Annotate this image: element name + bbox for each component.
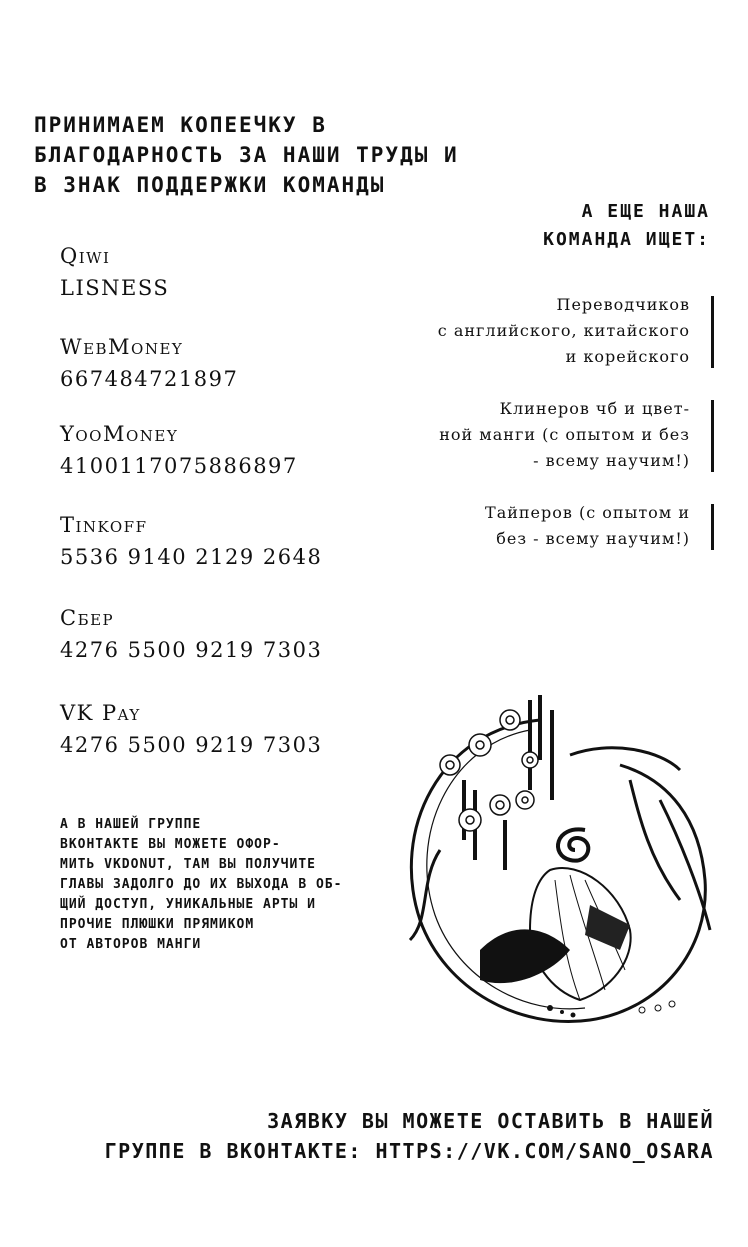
note-line: МИТЬ VKDONUT, ТАМ ВЫ ПОЛУЧИТЕ [60,857,316,872]
payment-value: 4276 5500 9219 7303 [60,638,323,662]
note-line: ПРОЧИЕ ПЛЮШКИ ПРЯМИКОМ [60,917,255,932]
payment-name: VK Pay [60,701,141,725]
payment-name: YooMoney [60,422,179,446]
support-heading [34,110,459,200]
payment-qiwi [60,240,169,304]
roles-list [384,292,714,578]
footer-line: ЗАЯВКУ ВЫ МОЖЕТЕ ОСТАВИТЬ В НАШЕЙ [267,1109,714,1133]
team-title-line: КОМАНДА ИЩЕТ: [543,229,710,250]
note-line: А В НАШЕЙ ГРУППЕ [60,817,202,832]
role-line: с английского, китайского [437,321,690,340]
role-line: - всему научим!) [533,451,690,470]
payment-sber [60,602,322,666]
payment-value: 667484721897 [60,367,239,391]
payment-value: 4100117075886897 [60,454,298,478]
role-line: без - всему научим!) [496,529,690,548]
role-divider [711,400,714,472]
payment-name: Qiwi [60,244,111,268]
footer-request [105,1106,714,1166]
role-cleaners [384,396,714,474]
role-translators [384,292,714,370]
role-divider [711,504,714,550]
payment-value: LISNESS [60,276,170,300]
note-line: ОТ АВТОРОВ МАНГИ [60,937,202,952]
role-line: ной манги (с опытом и без [439,425,690,444]
payment-yoomoney [60,418,298,482]
note-line: ГЛАВЫ ЗАДОЛГО ДО ИХ ВЫХОДА В ОБ- [60,877,343,892]
payment-tinkoff [60,509,322,573]
role-line: Тайперов (с опытом и [485,503,690,522]
note-line: ЩИЙ ДОСТУП, УНИКАЛЬНЫЕ АРТЫ И [60,897,316,912]
role-line: и корейского [565,347,690,366]
vkdonut-note [60,815,342,955]
support-heading-line: В ЗНАК ПОДДЕРЖКИ КОМАНДЫ [34,173,386,197]
payment-webmoney [60,331,238,395]
payment-name: Tinkoff [60,513,148,537]
manga-illustration [380,690,720,1040]
support-heading-line: БЛАГОДАРНОСТЬ ЗА НАШИ ТРУДЫ И [34,143,459,167]
payment-name: WebMoney [60,335,184,359]
note-line: ВКОНТАКТЕ ВЫ МОЖЕТЕ ОФОР- [60,837,281,852]
team-recruiting-title [543,198,710,254]
payment-vkpay [60,697,322,761]
payment-value: 5536 9140 2129 2648 [60,545,323,569]
footer-link[interactable]: ГРУППЕ В ВКОНТАКТЕ: HTTPS://VK.COM/SANO_OSARA [104,1139,714,1163]
team-title-line: А ЕЩЕ НАША [581,201,710,222]
role-line: Переводчиков [556,295,690,314]
payment-name: Сбер [60,606,115,630]
support-heading-line: ПРИНИМАЕМ КОПЕЕЧКУ В [34,113,327,137]
role-line: Клинеров чб и цвет- [499,399,690,418]
role-typesetters [384,500,714,552]
role-divider [711,296,714,368]
payment-value: 4276 5500 9219 7303 [60,733,323,757]
